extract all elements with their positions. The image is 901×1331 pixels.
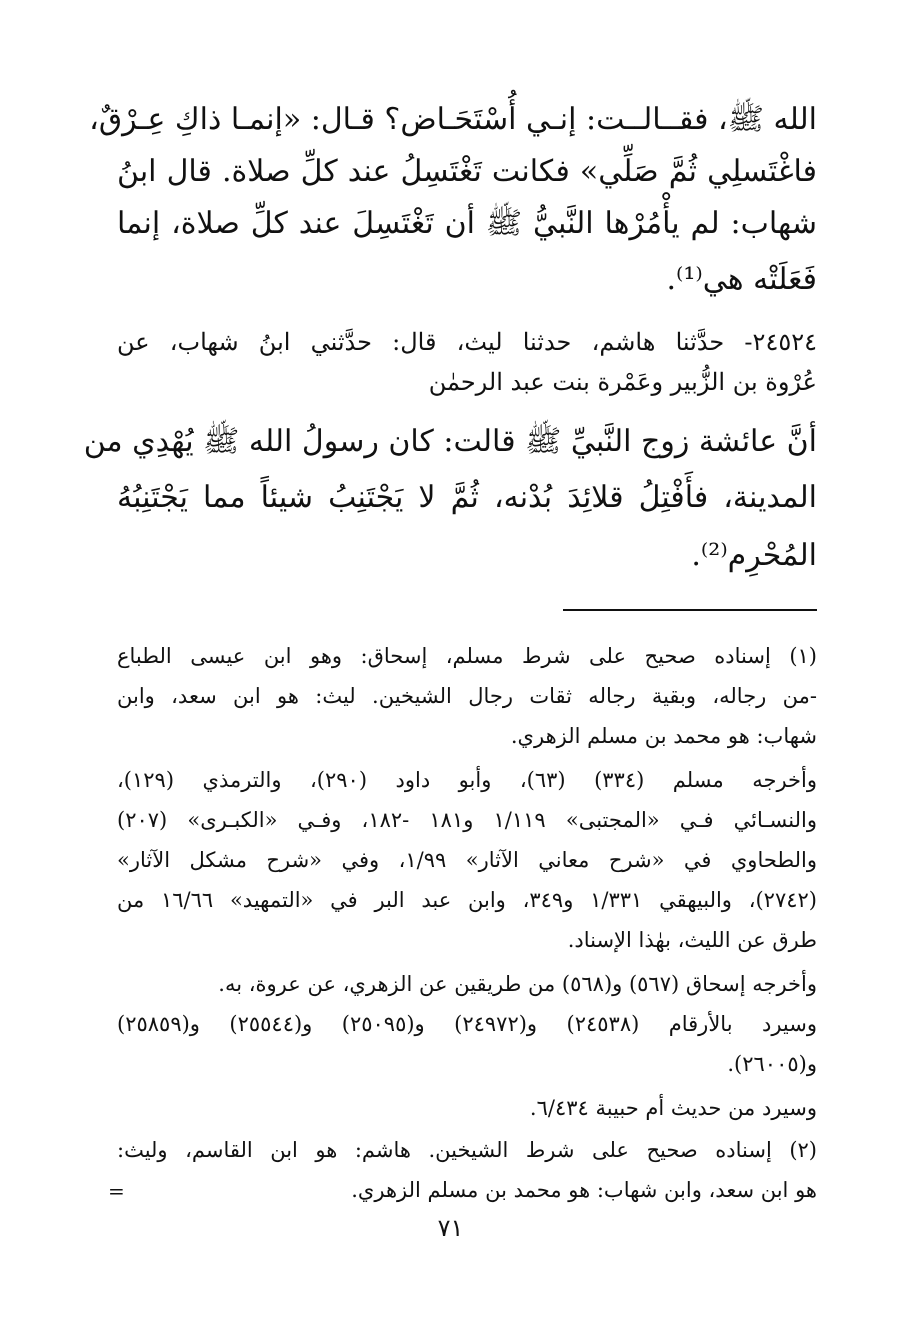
footnote-line: (٢٧٤٢)، والبيهقي ١/٣٣١ و٣٤٩، وابن عبد البر في «التمهيد» ١٦/٦٦ من (117, 888, 817, 912)
isnad-line: ٢٤٥٢٤- حدَّثنا هاشم، حدثنا ليث، قال: حدَّثني ابنُ شهاب، عن (117, 328, 817, 356)
footnote-line: -من رجاله، وبقية رجاله ثقات رجال الشيخين. ليث: هو ابن سعد، وابن (117, 684, 817, 708)
page-number: ٧١ (437, 1214, 464, 1242)
footnote-line: و(٢٦٠٠٥). (727, 1052, 817, 1076)
footnote-line: (٢) إسناده صحيح على شرط الشيخين. هاشم: هو ابن القاسم، وليث: (117, 1138, 817, 1162)
isnad-line: عُرْوة بن الزُّبير وعَمْرة بنت عبد الرحمٰن (428, 368, 817, 396)
footnote-line: طرق عن الليث، بهٰذا الإسناد. (567, 928, 817, 952)
main-text-line: أنَّ عائشة زوج النَّبيِّ ﷺ قالت: كان رسولُ الله ﷺ يُهْدِي من (83, 424, 817, 459)
main-text-line: المُحْرِم⁽²⁾. (691, 538, 817, 573)
footnote-separator (563, 609, 817, 611)
footnote-line: (١) إسناده صحيح على شرط مسلم، إسحاق: وهو ابن عيسى الطباع (117, 644, 817, 668)
footnote-line: والنسـائي فـي «المجتبى» ١/١١٩ و١٨١ -١٨٢، وفـي «الكبـرى» (٢٠٧) (117, 808, 817, 832)
main-text-line: الله ﷺ، فقــالــت: إنـي أُسْتَحَـاض؟ قـال: «إنمـا ذاكِ عِـرْقٌ، (89, 102, 817, 137)
footnote-continuation-mark: = (108, 1179, 125, 1203)
footnote-line: هو ابن سعد، وابن شهاب: هو محمد بن مسلم الزهري. (351, 1178, 817, 1202)
footnote-line: وأخرجه إسحاق (٥٦٧) و(٥٦٨) من طريقين عن الزهري، عن عروة، به. (218, 972, 817, 996)
main-text-line: فَعَلَتْه هي⁽¹⁾. (666, 262, 817, 297)
main-text-line: المدينة، فأَفْتِلُ قلائِدَ بُدْنه، ثُمَّ لا يَجْتَنِبُ شيئاً مما يَجْتَنِبُهُ (117, 480, 817, 515)
footnote-line: وسيرد من حديث أم حبيبة ٦/٤٣٤. (529, 1096, 817, 1120)
footnote-line: وسيرد بالأرقام (٢٤٥٣٨) و(٢٤٩٧٢) و(٢٥٠٩٥) و(٢٥٥٤٤) و(٢٥٨٥٩) (117, 1012, 817, 1036)
footnote-line: والطحاوي في «شرح معاني الآثار» ١/٩٩، وفي «شرح مشكل الآثار» (117, 848, 817, 872)
main-text-line: فاغْتَسلِي ثُمَّ صَلِّي» فكانت تَغْتَسِلُ عند كلِّ صلاة. قال ابنُ (117, 154, 817, 189)
main-text-line: شهاب: لم يأْمُرْها النَّبيُّ ﷺ أن تَغْتَسِلَ عند كلِّ صلاة، إنما (117, 206, 817, 241)
footnote-line: وأخرجه مسلم (٣٣٤) (٦٣)، وأبو داود (٢٩٠)، والترمذي (١٢٩)، (117, 768, 817, 792)
footnote-line: شهاب: هو محمد بن مسلم الزهري. (510, 724, 817, 748)
